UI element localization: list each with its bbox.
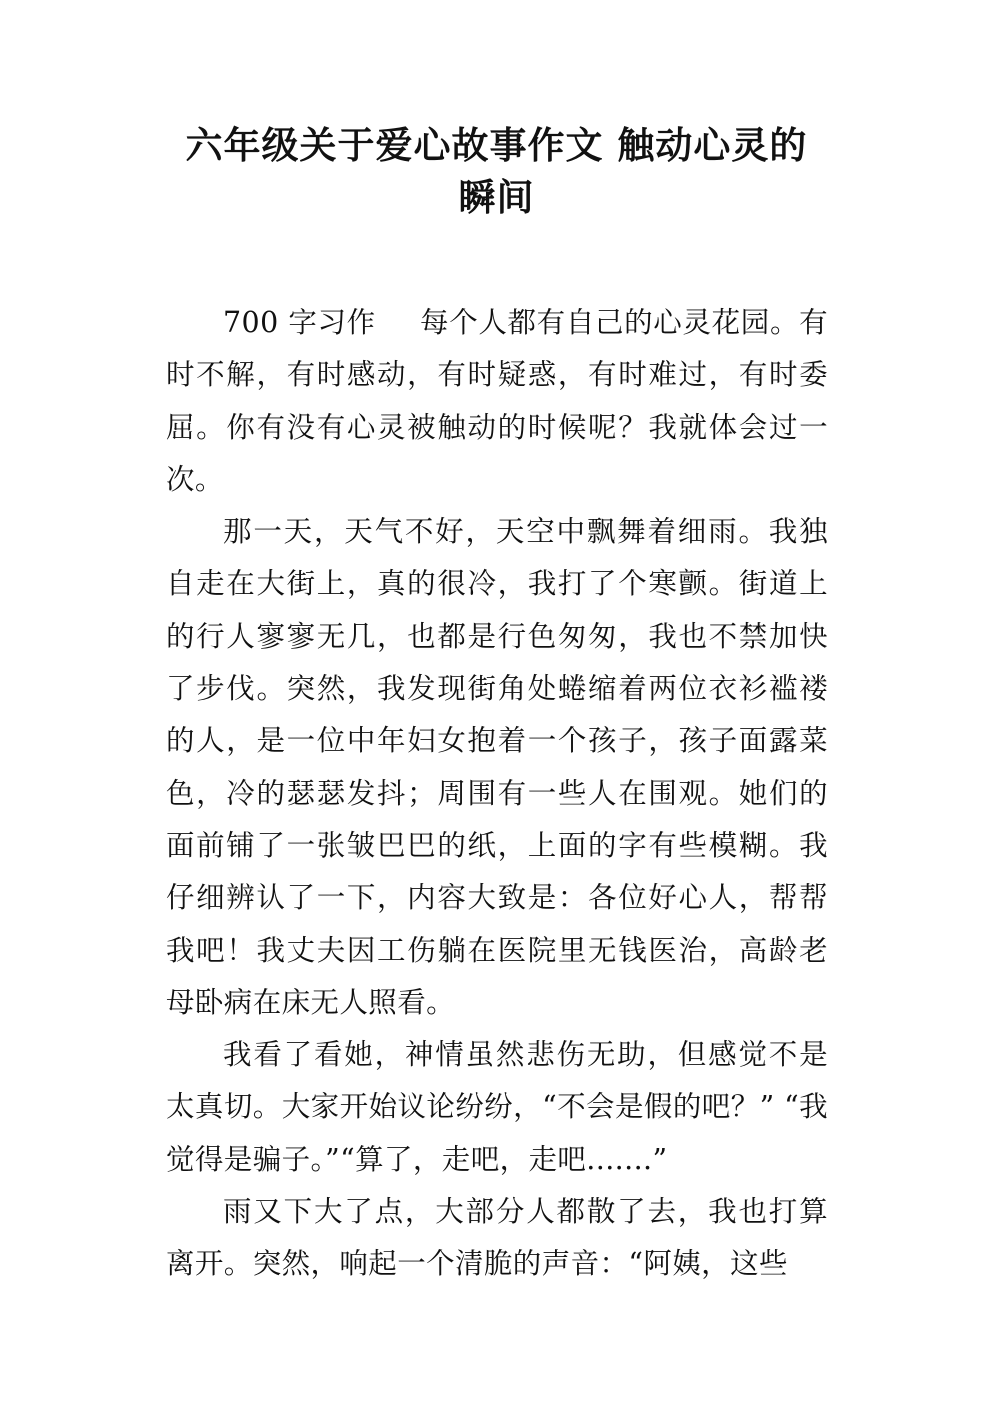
paragraph-2: 那一天，天气不好，天空中飘舞着细雨。我独自走在大街上，真的很冷，我打了个寒颤。街道上的行人寥寥无几，也都是行色匆匆，我也不禁加快了步伐。突然，我发现街角处蜷缩着两位衣衫褴褛的人，是一位中年妇女抱着一个孩子，孩子面露菜色，冷的瑟瑟发抖；周围有一些人在围观。她们的面前铺了一张皱巴巴的纸，上面的字有些模糊。我仔细辨认了一下，内容大致是：各位好心人，帮帮我吧！我丈夫因工伤躺在医院里无钱医治，高龄老母卧病在床无人照看。 xyxy=(166,515,828,1019)
document-title xyxy=(150,120,843,224)
title-line-2: 瞬间 xyxy=(458,176,535,219)
title-line-1: 六年级关于爱心故事作文 触动心灵的 xyxy=(185,124,808,167)
paragraph-4: 雨又下大了点，大部分人都散了去，我也打算离开。突然，响起一个清脆的声音：“阿姨，这些 xyxy=(166,1195,828,1281)
paragraph-1-text: 每个人都有自己的心灵花园。有时不解，有时感动，有时疑惑，有时难过，有时委屈。你有没有心灵被触动的时候呢？我就体会过一次。 xyxy=(166,306,828,496)
document-body xyxy=(166,297,828,1291)
paragraph-3: 我看了看她，神情虽然悲伤无助，但感觉不是太真切。大家开始议论纷纷，“不会是假的吧？” “我觉得是骗子。”“算了，走吧，走吧.......” xyxy=(166,1038,828,1176)
paragraph-1 xyxy=(166,297,828,506)
essay-label: 700 字习作 xyxy=(223,306,376,339)
